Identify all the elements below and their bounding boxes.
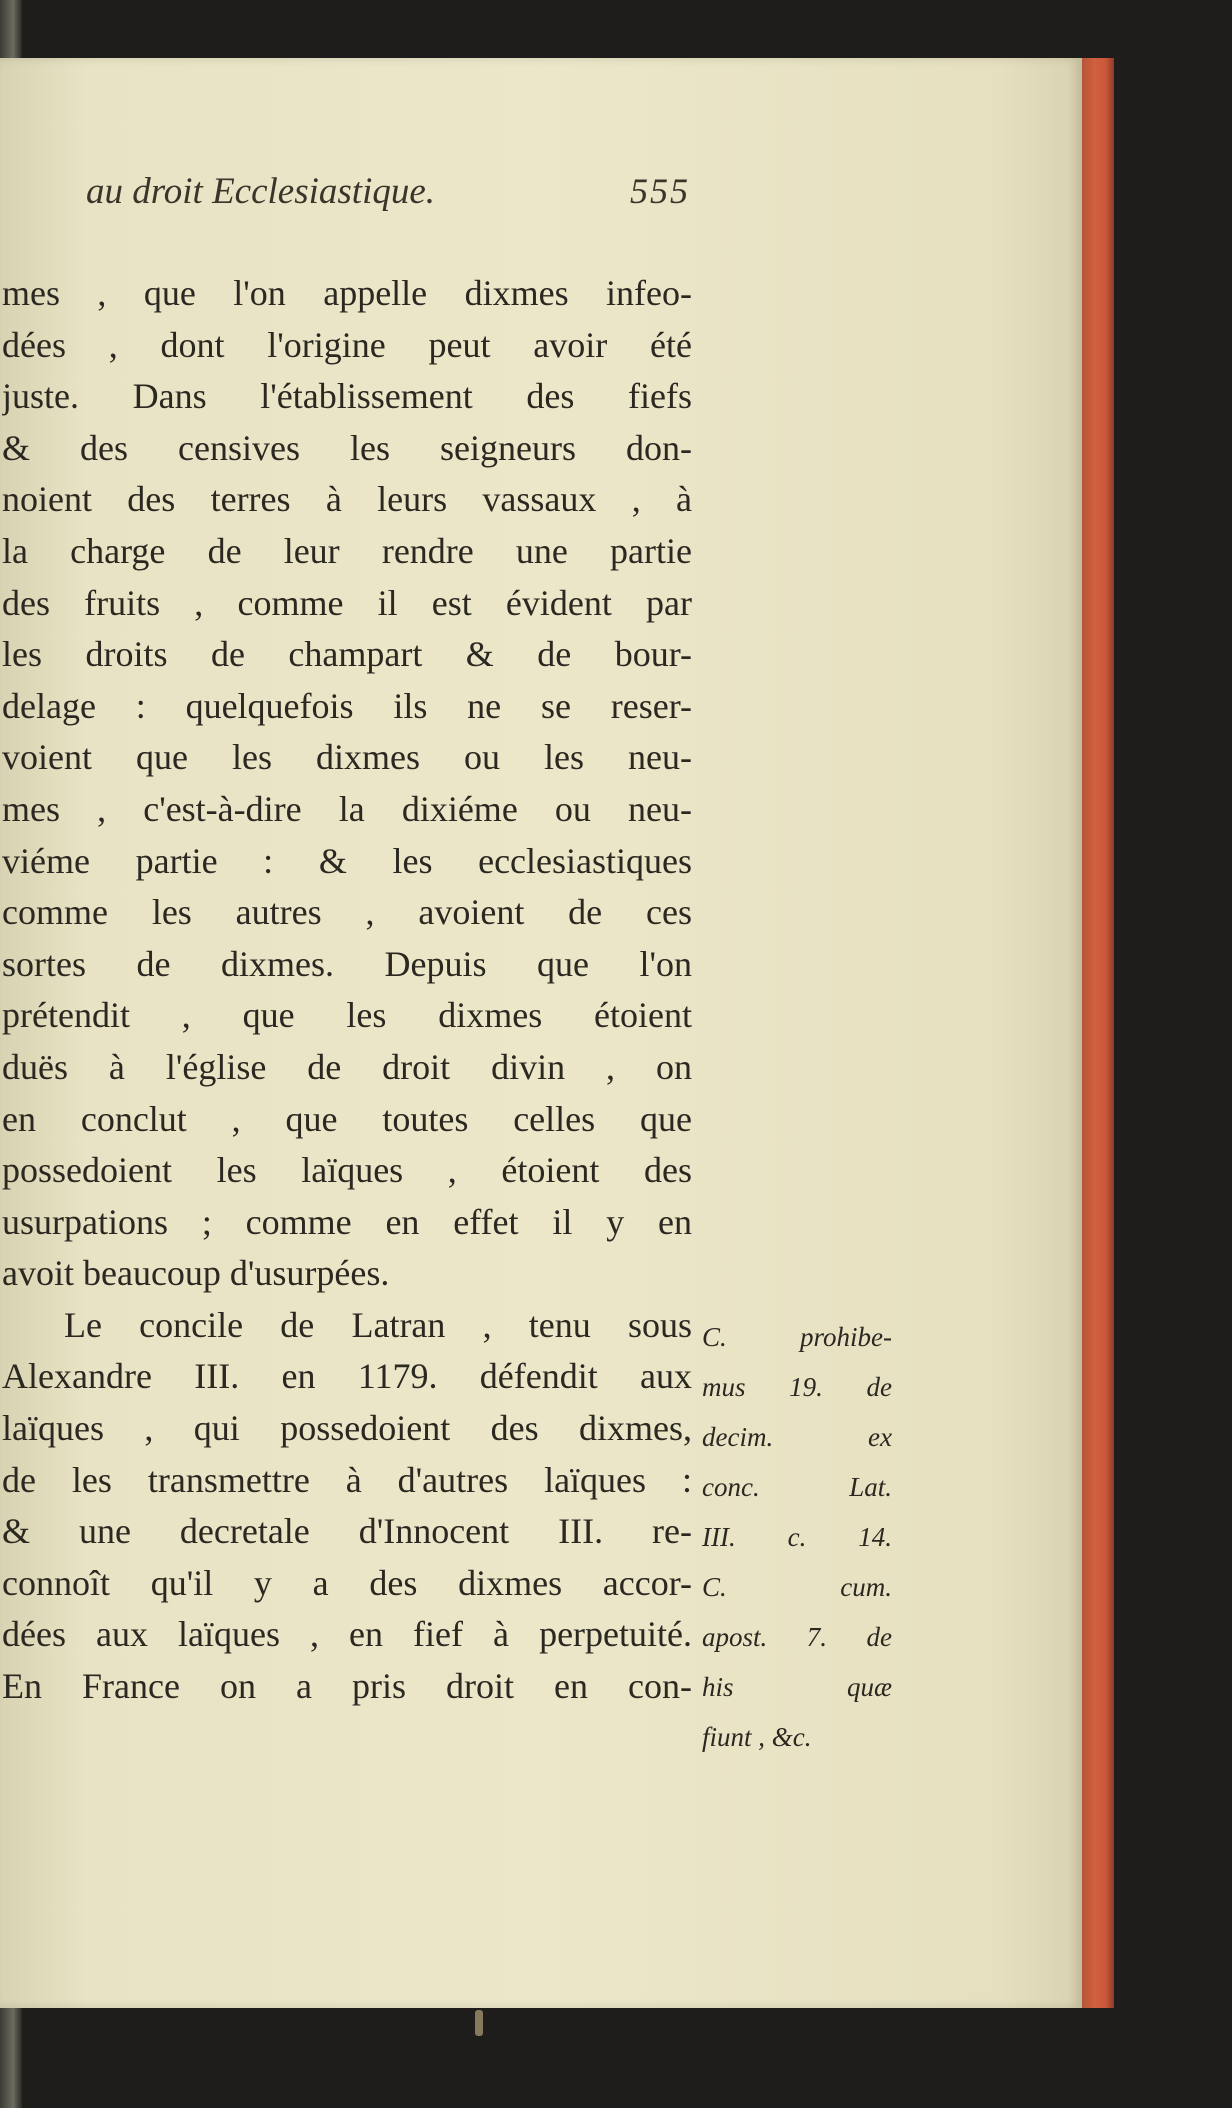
margin-note-line: decim. ex: [702, 1422, 892, 1452]
margin-note-line: fiunt , &c.: [702, 1722, 812, 1752]
text-line: juste. Dans l'établissement des fiefs: [2, 376, 692, 417]
text-line: connoît qu'il y a des dixmes accor-: [2, 1562, 692, 1603]
text-line: dées , dont l'origine peut avoir été: [2, 324, 692, 365]
text-line: la charge de leur rendre une partie: [2, 530, 692, 571]
text-line: avoit beaucoup d'usurpées.: [2, 1253, 390, 1294]
text-line: des fruits , comme il est évident par: [2, 582, 692, 623]
paragraph-start-line: Le concile de Latran , tenu sous: [64, 1304, 692, 1345]
text-line: Alexandre III. en 1179. défendit aux: [2, 1356, 692, 1397]
text-line: les droits de champart & de bour-: [2, 634, 692, 675]
text-line: En France on a pris droit en con-: [2, 1666, 692, 1707]
text-line: noient des terres à leurs vassaux , à: [2, 479, 692, 520]
text-line: prétendit , que les dixmes étoient: [2, 995, 692, 1036]
text-line: dées aux laïques , en fief à perpetuité.: [2, 1614, 692, 1655]
text-line: de les transmettre à d'autres laïques :: [2, 1459, 692, 1500]
text-line: & des censives les seigneurs don-: [2, 427, 692, 468]
margin-note-line: his quæ: [702, 1672, 892, 1702]
text-line: mes , que l'on appelle dixmes infeo-: [2, 273, 692, 313]
margin-note-line: III. c. 14.: [702, 1522, 892, 1552]
text-line: duës à l'église de droit divin , on: [2, 1046, 692, 1087]
margin-note-line: C. cum.: [702, 1572, 892, 1602]
margin-note-line: apost. 7. de: [702, 1622, 892, 1652]
running-head: au droit Ecclesiastique.: [86, 171, 436, 212]
text-line: laïques , qui possedoient des dixmes,: [2, 1408, 692, 1449]
text-line: sortes de dixmes. Depuis que l'on: [2, 943, 692, 984]
red-page-edge: [1082, 58, 1114, 2008]
page-number: 555: [630, 171, 690, 211]
margin-note-line: conc. Lat.: [702, 1472, 892, 1502]
text-line: viéme partie : & les ecclesiastiques: [2, 840, 692, 881]
text-line: mes , c'est-à-dire la dixiéme ou neu-: [2, 788, 692, 829]
text-line: & une decretale d'Innocent III. re-: [2, 1511, 692, 1552]
text-line: usurpations ; comme en effet il y en: [2, 1201, 692, 1242]
margin-note-line: mus 19. de: [702, 1372, 892, 1402]
text-line: possedoient les laïques , étoient des: [2, 1150, 692, 1191]
body-text: [0, 268, 692, 1713]
margin-note-line: C. prohibe-: [702, 1322, 892, 1352]
text-line: en conclut , que toutes celles que: [2, 1098, 692, 1139]
text-line: delage : quelquefois ils ne se reser-: [2, 685, 692, 726]
paper-fleck: [475, 2010, 483, 2036]
text-line: comme les autres , avoient de ces: [2, 892, 692, 933]
margin-notes: [702, 1312, 892, 1762]
page-header: [20, 158, 690, 228]
text-line: voient que les dixmes ou les neu-: [2, 737, 692, 778]
